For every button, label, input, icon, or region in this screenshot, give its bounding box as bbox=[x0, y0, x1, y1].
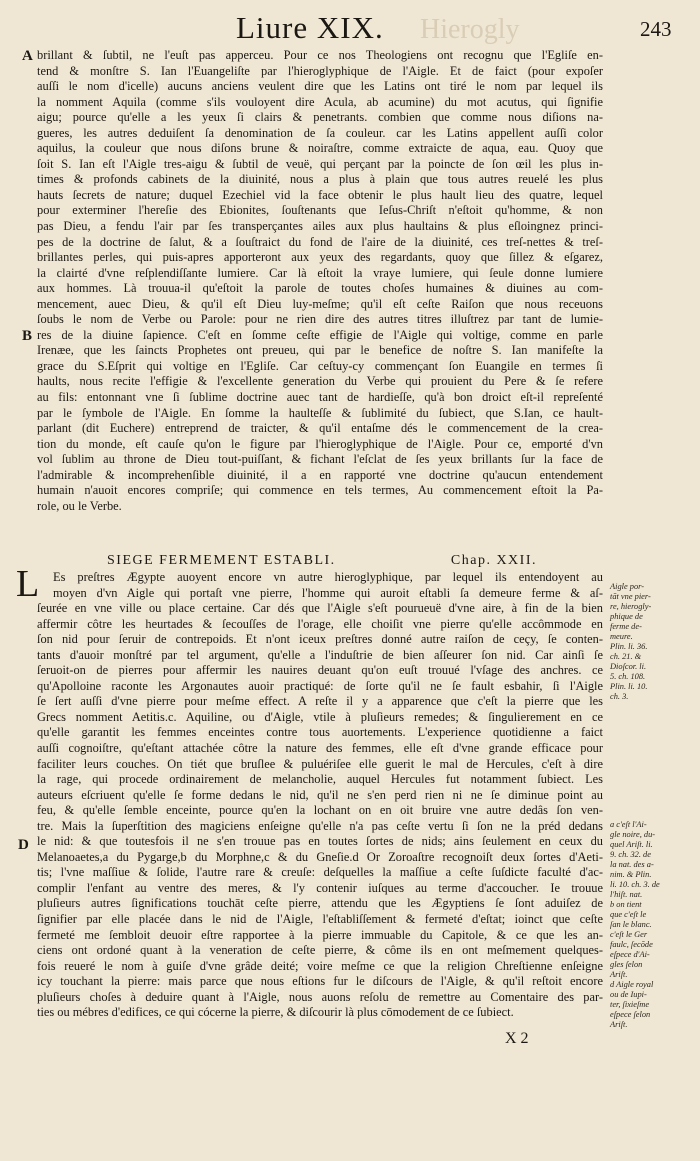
text-line: pour exterminer l'hereſie des Ebionites, ſouſtenants que Ieſus-Chriſt n'eſtoit qu'homme, & non bbox=[37, 203, 603, 218]
chapter-text-line: ties ou mébres d'edifices, ce qui cócerne la pierre, & diſcourir là plus cōmodement de ce ſubiect. bbox=[37, 1005, 514, 1020]
chapter-title: SIEGE FERMEMENT ESTABLI. bbox=[107, 553, 336, 568]
margin-letter-b: B bbox=[22, 328, 33, 344]
side-note-line: eſpece d'Ai- bbox=[610, 950, 650, 959]
text-line: mencement, auec Dieu, & qu'il eſt Dieu luy-meſme; qu'il eſt ceſte Raiſon que nous receuons bbox=[37, 296, 603, 311]
side-note-line: tāt vne pier- bbox=[610, 592, 651, 601]
side-note-line: c'eſt le Ger bbox=[610, 930, 648, 939]
text-line: l'admirable & incomprehenſible diuinité, il a en rapporté vne doctrine qu'aucun entendement bbox=[37, 467, 603, 482]
text-line: haults, nous recite l'effigie & l'excellente generation du Verbe qui prouient du Pere & ſe refere bbox=[37, 374, 603, 389]
chapter-text-line: qu'Apolloine raconte les Argonautes auoir practiqué: de ſorte qu'il ne ſe fault esbahir, ſi l'Aigle bbox=[37, 678, 603, 693]
text-line: pes de la doctrine de ſalut, & a ſouſtraict du fond de l'aire de la diuinité, ces treſ-nettes & treſ- bbox=[37, 234, 603, 249]
text-line: par le ſymbole de l'Aigle. En ſomme la haulteſſe & ſublimité du ſubiect, que S.Ian, ce hault- bbox=[37, 405, 603, 420]
side-note-line: ter, ſixieſme bbox=[610, 1000, 650, 1009]
chapter-text-line: faciliter leurs couches. On tiét que bruſlee & puluériſee elle guerit le mal de Hercules, c'eſt à dire bbox=[37, 756, 603, 771]
text-line: times & profonds cabinets de la diuinité, nous a plus à plain que tous autres reuelé les plus bbox=[37, 172, 603, 187]
chapter-text-line: moyen d'vn Aigle qui portaſt vne pierre, l'homme qui auroit eſtabli ſa demeure ferme & aſ- bbox=[53, 585, 603, 600]
chapter-text-line: icy touchant la pierre: mais parce que nous eſtions fur le diſcours de l'Aigle, & qu'il reſtoit encore bbox=[37, 974, 603, 989]
text-line: role, ou le Verbe. bbox=[37, 498, 122, 513]
side-note-line: l'hiſt. nat. bbox=[610, 890, 643, 899]
side-note-line: Dioſcor. li. bbox=[610, 662, 647, 671]
text-line: la clairté d'vne reſplendiſſante lumiere. Car là eſtoit la vraye lumiere, qui ſeule donne lumiere bbox=[37, 265, 603, 280]
text-line: humain n'auoit encores compriſe; qui commence en tels termes, Au commencement eſtoit la Pa- bbox=[37, 483, 603, 498]
side-note-line: quel Ariſt. li. bbox=[610, 840, 653, 849]
chapter-text-line: ſeruoit-on de pierres pour affermir les nauires deuant qu'on euſt trouué l'vſage des anchres. ce bbox=[37, 663, 603, 678]
side-note-line: b on tient bbox=[610, 900, 642, 909]
side-note-line: eſpece ſelon bbox=[610, 1010, 651, 1019]
side-note-line: gle noire, du- bbox=[610, 830, 656, 839]
chapter-text-line: tants d'auoir monſtré par tel argument, qu'elle a l'induſtrie de bien aſſeurer ſon nid. Car ainſi ſe bbox=[37, 647, 603, 662]
text-line: auſſi le nom d'icelle) aucuns anciens veulent dire que les Latins ont tiré le nom par lequel ils bbox=[37, 79, 603, 94]
side-note-line: 9. ch. 32. de bbox=[610, 850, 651, 859]
chapter-number: Chap. XXII. bbox=[450, 553, 537, 568]
text-line: ſoubs le nom de Verbe ou Parole: pour ne rien dire des autres titres illuſtrez par tant de lumie- bbox=[37, 312, 603, 327]
chapter-text-line: ciens ont ordoné quant à la veneration de ceſte pierre, & côme ils en ont meſmement quelques- bbox=[37, 943, 603, 958]
side-note-line: ſan le blanc. bbox=[610, 920, 652, 929]
side-note-line: meure. bbox=[610, 632, 633, 641]
side-note-line: 5. ch. 108. bbox=[610, 672, 646, 681]
chapter-text-line: pluſieurs autres ſignifications touchāt ceſte pierre, attendu que les Ægyptiens ſe ſont aduiſez de bbox=[37, 896, 603, 911]
text-line: ſoit S. Ian eſt l'Aigle tres-aigu & ſubtil de veuë, qui perçant par la poincte de ſon œil les plus in- bbox=[37, 156, 603, 171]
chapter-heading bbox=[107, 553, 537, 569]
chapter-text-line: tis; l'vne maſſiue & ſolide, l'autre rare & creuſe: deſquelles la maſſiue a ceſte ſuſdicte faculté d'ac- bbox=[37, 865, 603, 880]
text-line: grace du S.Eſprit qui voltige en l'Egliſe. Car ceſtuy-cy commençant ſon Euangile en termes ſi bbox=[37, 358, 603, 373]
text-line: parlant (dit Euchere) entreprend de traicter, & qu'il entaſme dés le commencement de la crea- bbox=[37, 421, 603, 436]
text-line: brillant & ſubtil, ne l'euſt pas apperceu. Pour ce nos Theologiens ont recognu que l'Egliſe en- bbox=[37, 48, 603, 62]
text-line: Irenæe, que les ſaincts Prophetes ont preueu, qui par le benefice de noſtre S. Ian manifeſte la bbox=[37, 343, 603, 358]
side-note-line: ferme de- bbox=[610, 622, 642, 631]
chapter-text-line: ſe ſert auſſi d'vne pierre pour meſme effect. A reſte il y a apparence que c'eſt la pierre que les bbox=[37, 694, 603, 709]
chapter-text-line: la rage, qui procede ordinairement de melancholie, auquel Hercules fut notamment ſubiect. Les bbox=[37, 772, 603, 787]
side-notes-bottom bbox=[610, 820, 696, 1030]
signature-mark: X 2 bbox=[505, 1030, 529, 1047]
side-note-line: Ariſt. bbox=[610, 970, 628, 979]
side-note-line: a c'eſt l'Ai- bbox=[610, 820, 647, 829]
text-line: brillantes perles, qui puis-apres apporteront aux yeux des regardants, quoy que ſillez & eſgarez, bbox=[37, 250, 603, 265]
text-line: aux hommes. Là trouua-il qu'eſtoit la parole de toutes choſes humaines & diuines au com- bbox=[37, 281, 603, 296]
page-header bbox=[0, 10, 700, 46]
side-note-line: la nat. des a- bbox=[610, 860, 654, 869]
side-note-line: gles ſelon bbox=[610, 960, 643, 969]
side-note-line: nim. & Plin. bbox=[610, 870, 652, 879]
text-line: vol ſublim au throne de Dieu tout-puiſſant, & fichant l'eſclat de ſes yeux brillants ſur la face de bbox=[37, 452, 603, 467]
side-notes-top bbox=[610, 582, 696, 702]
chapter-text-block bbox=[37, 570, 603, 1021]
side-note-line: ch. 21. & bbox=[610, 652, 642, 661]
chapter-text-line: auſſi cognoiſtre, qu'eſtant attachée côtre la nature des femmes, elle eſt d'vne grande efficace pour bbox=[37, 741, 603, 756]
chapter-text-line: complir l'enfant au ventre des meres, & l'y contenir iuſques au terme d'accoucher. Ie trouue bbox=[37, 880, 603, 895]
chapter-text-line: Es preſtres Ægypte auoyent encore vn autre hieroglyphique, par lequel ils entendoyent au bbox=[53, 570, 603, 584]
chapter-text-line: fois reueré le nom à guiſe d'vne grâde deité; voire meſme ce que la religion Chreſtienne enſeigne bbox=[37, 958, 603, 973]
side-note-line: Plin. li. 36. bbox=[610, 642, 648, 651]
chapter-text-line: le nid: & que toutesfois il ne s'en trouue pas en toutes ſortes de nids; ains ſeulement en ceux du bbox=[37, 834, 603, 849]
chapter-text-line: fermeté me ſembloit deuoir eſtre rapportee à la pierre immuable du Capitole, & ce que les an- bbox=[37, 927, 603, 942]
side-note-line: Plin. li. 10. bbox=[610, 682, 648, 691]
chapter-text-line: Grecs nomment Aetitis.c. Aquiline, ou d'Aigle, vtile à pluſieurs remedes; & ſingulierement en ce bbox=[37, 709, 603, 724]
text-line: hauts ſecrets de nature; duquel Ezechiel vid la face obtenir le plus hault lieu des quatre, lequel bbox=[37, 187, 603, 202]
chapter-text-line: auteurs eſcriuent qu'elle ſe forme dedans le nid, qu'il ne s'en perd rien ni ne ſe diminue point au bbox=[37, 787, 603, 802]
text-line: la nomment Aquila (comme s'ils vouloyent dire Acula, ab acumine) du mot acutus, qui ſignifie bbox=[37, 94, 603, 109]
drop-cap: L bbox=[16, 563, 40, 605]
side-note-line: que c'eſt le bbox=[610, 910, 647, 919]
margin-letter-a: A bbox=[22, 48, 33, 64]
side-note-line: ch. 3. bbox=[610, 692, 629, 701]
side-note-line: Aigle por- bbox=[610, 582, 645, 591]
running-title: Liure XIX. bbox=[236, 10, 384, 45]
side-note-line: li. 10. ch. 3. de bbox=[610, 880, 660, 889]
margin-letter-d: D bbox=[18, 837, 29, 853]
text-line: pas Dieu, a fendu l'air par ſes transperçantes ailes aux plus haultains & plus eſloingnez princi- bbox=[37, 219, 603, 234]
page-number: 243 bbox=[640, 17, 672, 41]
chapter-text-line: ſeurée en vne ville ou place certaine. Car dés que l'Aigle s'eſt pourueuë d'vne aire, à fin de la bien bbox=[37, 601, 603, 616]
side-note-line: phique de bbox=[610, 612, 643, 621]
chapter-text-line: ſon nid pour ſeruir de contrepoids. Et n'ont iceux preſtres donné autre raiſon de ceçy, ſe conten- bbox=[37, 632, 603, 647]
text-line: aigu; pource qu'elle a les yeux ſi clairs & penetrants. combien que comme nous diſions na- bbox=[37, 110, 603, 125]
chapter-text-line: tre. Mais la ſuperſtition des magiciens enſeigne qu'elle n'a pas ceſte vertu ſi ſon ne la préd dedans bbox=[37, 818, 603, 833]
text-line: tion du monde, eſt cauſe qu'on le figure par l'hieroglyphique de l'Aigle. Pour ce, emporté d'vn bbox=[37, 436, 603, 451]
chapter-text-line: Melanoaetes,a du Pygarge,b du Morphne,c & du Gneſie.d Or Zoroaſtre recognoiſt deux ſortes d'Aeti- bbox=[37, 849, 603, 864]
text-line: au fils: entonnant vne ſi ſublime doctrine auec tant de hardieſſe, qu'à bon droict eſt-il repreſenté bbox=[37, 390, 603, 405]
text-line: res de la diuine ſapience. C'eſt en ſomme ceſte effigie de l'Aigle qui voltige, comme en parle bbox=[37, 327, 603, 342]
chapter-text-line: affermir côtre les heurtades & ſecouſſes de l'orage, elle choiſit vne pierre qu'elle accômmode en bbox=[37, 616, 603, 631]
main-text-block bbox=[37, 48, 603, 514]
show-through-text: Hierogly bbox=[420, 14, 520, 45]
text-line: tend & monſtre S. Ian l'Euangeliſte par l'hieroglyphique de l'Aigle. Et de faict (pour expoſer bbox=[37, 63, 603, 78]
side-note-line: faulc, ſecōde bbox=[610, 940, 653, 949]
text-line: aquilus, la couleur que nous diſons brune & noiraſtre, comme extraicte de aqua, eau. Quoy que bbox=[37, 141, 603, 156]
side-note-line: re, hierogly- bbox=[610, 602, 652, 611]
chapter-text-line: qu'elle garantit les femmes enceintes contre tous auortements. L'experience quotidienne a faict bbox=[37, 725, 603, 740]
side-note-line: ou de Iupi- bbox=[610, 990, 647, 999]
side-note-line: Ariſt. bbox=[610, 1020, 628, 1029]
side-note-line: d Aigle royal bbox=[610, 980, 654, 989]
chapter-text-line: feu, & qu'elle ſemble enceinte, pource qu'en la lochant on en oit bruire vne autre dedâs ſon ven- bbox=[37, 803, 603, 818]
text-line: gueres, les autres deduiſent ſa denomination de ſa couleur. car les Latins appellent auſſi color bbox=[37, 125, 603, 140]
chapter-text-line: ſignifier par elle placée dans le nid de l'Aigle, l'eſtabliſſement & fermeté d'eſtat; ioinct que ceſte bbox=[37, 912, 603, 927]
chapter-text-line: pluſieurs choſes à deduire quant à l'Aigle, nous auons reſolu de remettre au Comentaire des par- bbox=[37, 989, 603, 1004]
